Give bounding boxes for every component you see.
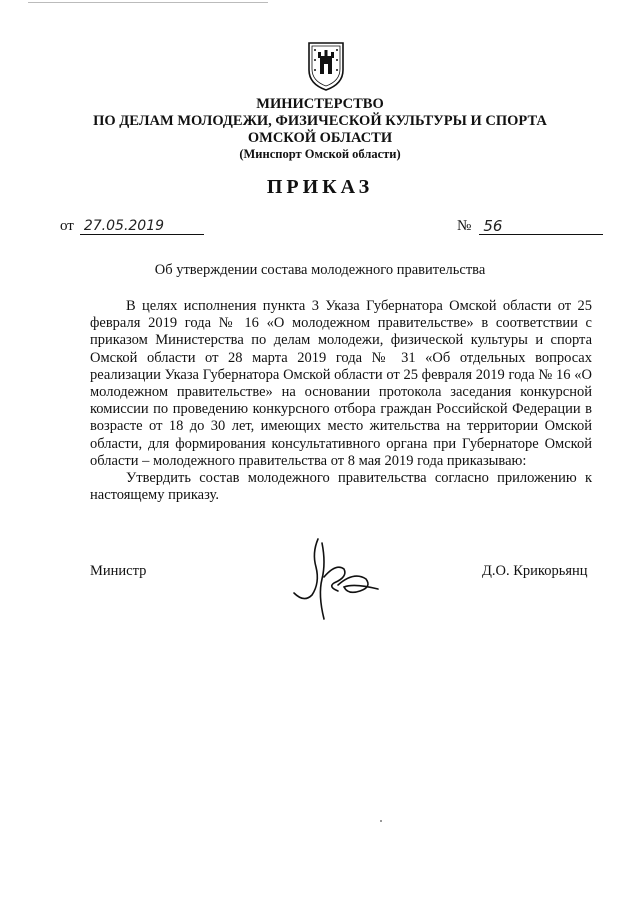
signer-name: Д.О. Крикорьянц bbox=[482, 563, 588, 579]
handwritten-signature bbox=[282, 533, 382, 623]
body-paragraph: В целях исполнения пункта 3 Указа Губернатора Омской области от 25 февраля 2019 года № 16 «О молодежном правительстве» в соответствии с приказом Министерства по делам молодежи, физической культуры и спорта Омской области от 28 марта 2019 года № 31 «Об отдельных вопросах реализации Указа Губернатора Омской области от 25 февраля 2019 года № 16 «О молодежном правительстве» на основании протокола заседания конкурсной комиссии по проведению конкурсного отбора граждан Российской Федерации в возрасте от 18 до 30 лет, имеющих место жительства на территории Омской области, для формирования консультативного органа при Губернаторе Омской области – молодежного правительства от 8 мая 2019 года приказываю: bbox=[90, 298, 592, 469]
number-prefix: № bbox=[457, 218, 472, 234]
coat-of-arms-icon bbox=[306, 40, 346, 92]
org-name-line1: МИНИСТЕРСТВО bbox=[256, 96, 384, 112]
number-value: 56 bbox=[479, 218, 603, 235]
number-field bbox=[457, 218, 603, 235]
document-title: ПРИКАЗ bbox=[266, 176, 374, 198]
body-paragraph: Утвердить состав молодежного правительства согласно приложению к настоящему приказу. bbox=[90, 470, 592, 504]
document-body bbox=[90, 298, 592, 504]
scan-speck bbox=[380, 820, 382, 822]
date-value: 27.05.2019 bbox=[80, 218, 204, 235]
document-subject: Об утверждении состава молодежного правительства bbox=[154, 262, 486, 278]
signer-title: Министр bbox=[90, 563, 147, 579]
date-prefix: от bbox=[60, 218, 74, 234]
org-name-line2: ПО ДЕЛАМ МОЛОДЕЖИ, ФИЗИЧЕСКОЙ КУЛЬТУРЫ И СПОРТА bbox=[93, 113, 547, 129]
date-field bbox=[60, 218, 204, 235]
org-name-line3: ОМСКОЙ ОБЛАСТИ bbox=[247, 130, 393, 146]
scan-edge-line bbox=[28, 2, 268, 4]
org-short-name: (Минспорт Омской области) bbox=[239, 147, 401, 161]
